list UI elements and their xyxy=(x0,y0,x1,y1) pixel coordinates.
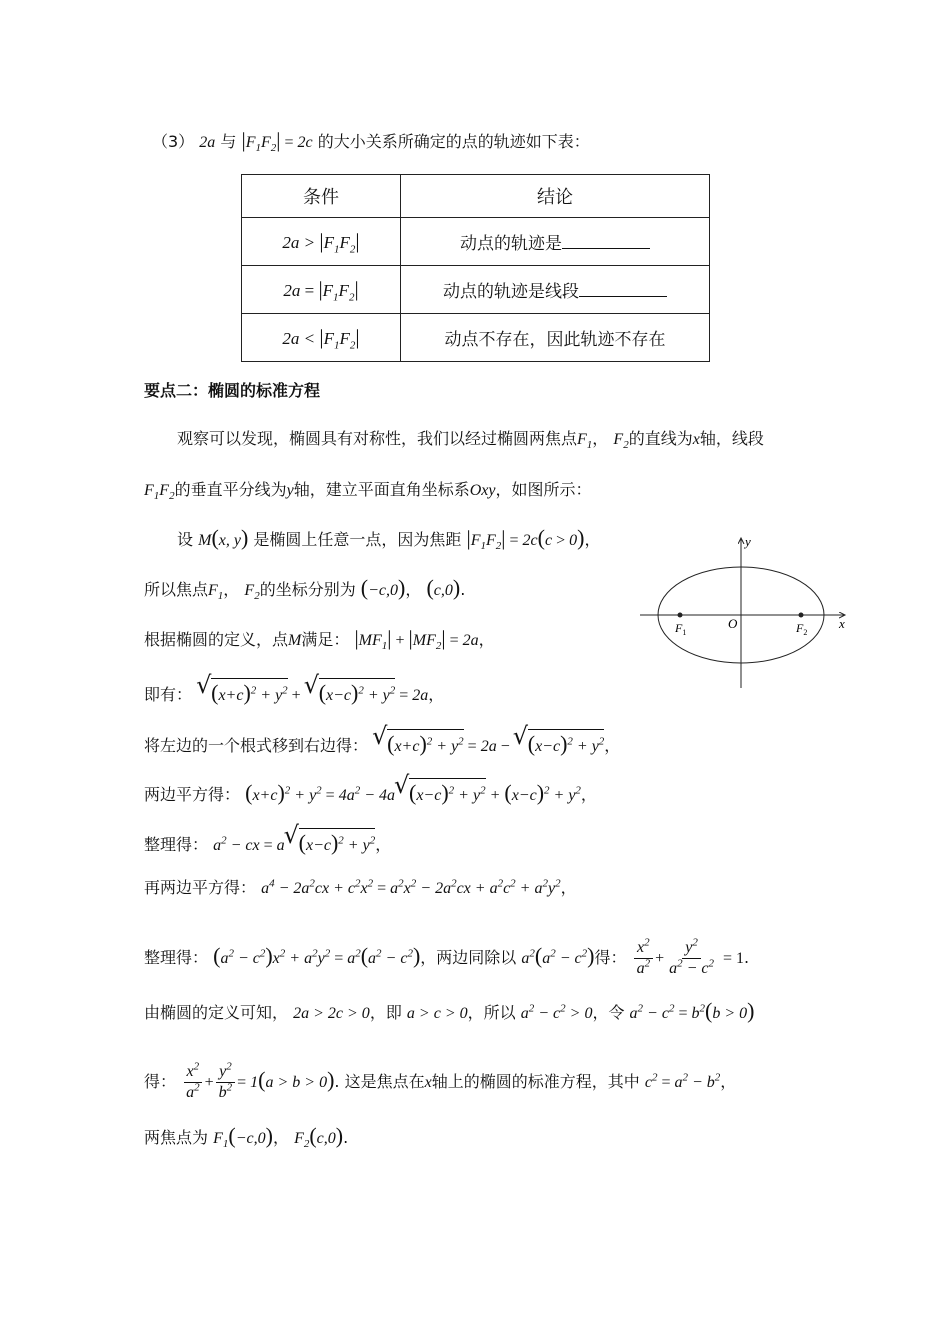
paragraph-line: $F_1F_2$的垂直平分线为y轴，建立平面直角坐标系Oxy，如图所示： xyxy=(144,480,592,503)
table-header: 结论 xyxy=(401,175,710,218)
focus1-point xyxy=(678,613,683,618)
table-header: 条件 xyxy=(242,175,401,218)
focus2-label: $F_2$ xyxy=(796,621,808,637)
condition-table xyxy=(241,174,710,362)
table-row xyxy=(242,314,710,362)
paragraph-line: 根据椭圆的定义，点M满足： $|MF_1| + |MF_2| = 2a$， xyxy=(144,626,495,653)
table-cell-condition: $2a > |F_1F_2|$ xyxy=(242,218,401,266)
fraction: $\frac{x^2}{a^2}$ xyxy=(183,1062,203,1103)
math-2a: 2a xyxy=(199,134,216,151)
origin-label: O xyxy=(728,616,738,631)
fraction: $\frac{x^2}{a^2}$ xyxy=(634,938,654,979)
axis-y-label: y xyxy=(745,534,751,549)
focus2-point xyxy=(799,613,804,618)
paragraph-line: 得： $\frac{x^2}{a^2}$ + $\frac{y^2}{b^2}$ = 1(a > b > 0). 这是焦点在x轴上的椭圆的标准方程，其中 $c^2 = a^2 - b^2$， xyxy=(144,1060,737,1101)
paragraph-line: 两边平方得： $(x+c)^2 + y^2 = 4a^2 - 4a√$ $(x-c)^2 + y^2 + (x-c)^2 + y^2$， xyxy=(144,778,597,808)
paragraph-line: 所以焦点$F_1$， $F_2$的坐标分别为 (−c,0)， (c,0). xyxy=(144,575,466,603)
paragraph-line: 即有： √ $(x+c)^2 + y^2$ + √ $(x-c)^2 + y^2 = 2a$， xyxy=(144,678,444,708)
paragraph-line: 整理得： $a^2$ − cx = a√ $(x-c)^2 + y^2$， xyxy=(144,828,391,858)
ellipse-figure xyxy=(635,533,855,693)
table-header-row xyxy=(242,175,710,218)
section-heading: 要点二：椭圆的标准方程 xyxy=(144,381,321,400)
intro-suffix: 的大小关系所确定的点的轨迹如下表： xyxy=(317,132,590,151)
answer-blank xyxy=(562,232,650,249)
paragraph-line: 整理得： $(a^2 - c^2)x^2 + a^2y^2 = a^2(a^2 - c^2)$，两边同除以 $a^2(a^2 - c^2)$得： $\frac{x^2}{a^2}$ + $\frac{y^2}{a^2 - c^2}$ = 1. xyxy=(144,936,750,977)
table-cell-condition: $2a < |F_1F_2|$ xyxy=(242,314,401,362)
intro-line xyxy=(152,128,590,155)
table-cell-conclusion: 动点的轨迹是线段 xyxy=(401,266,710,314)
table-cell-condition: $2a = |F_1F_2|$ xyxy=(242,266,401,314)
fraction: $\frac{y^2}{a^2 - c^2}$ xyxy=(669,936,714,977)
paragraph-line: 两焦点为 $F_1(-c,0)$， $F_2(c,0)$. xyxy=(144,1123,349,1151)
intro-prefix: （3） xyxy=(152,132,195,151)
paragraph-line: 设 M(x, y) 是椭圆上任意一点，因为焦距 $|F_1F_2| = 2c(c > 0)$， xyxy=(177,525,601,553)
intro-middle: 与 xyxy=(220,132,237,151)
table-cell-conclusion: 动点不存在，因此轨迹不存在 xyxy=(401,314,710,362)
paragraph-line: 由椭圆的定义可知， 2a > 2c > 0，即 a > c > 0，所以 $a^2 - c^2 > 0$，令 $a^2 - c^2 = b^2(b > 0)$ xyxy=(144,998,755,1023)
paragraph-line: 观察可以发现，椭圆具有对称性，我们以经过椭圆两焦点$F_1$， $F_2$的直线为x轴，线段 xyxy=(177,429,764,452)
paragraph-line: 将左边的一个根式移到右边得： √ $(x+c)^2 + y^2 = 2a$ − √ $(x-c)^2 + y^2$， xyxy=(144,729,620,759)
focus1-label: $F_1$ xyxy=(675,621,687,637)
answer-blank xyxy=(579,280,667,297)
paragraph-line: 再两边平方得： $a^4 - 2a^2cx + c^2x^2 = a^2x^2 - 2a^2cx + a^2c^2 + a^2y^2$， xyxy=(144,877,577,897)
fraction: $\frac{y^2}{b^2}$ xyxy=(216,1062,236,1103)
math-f1f2-eq-2c: $|F_1F_2| = 2c$ xyxy=(241,128,313,155)
axis-x-label: x xyxy=(839,616,845,631)
table-row xyxy=(242,218,710,266)
table-row xyxy=(242,266,710,314)
table-cell-conclusion: 动点的轨迹是 xyxy=(401,218,710,266)
